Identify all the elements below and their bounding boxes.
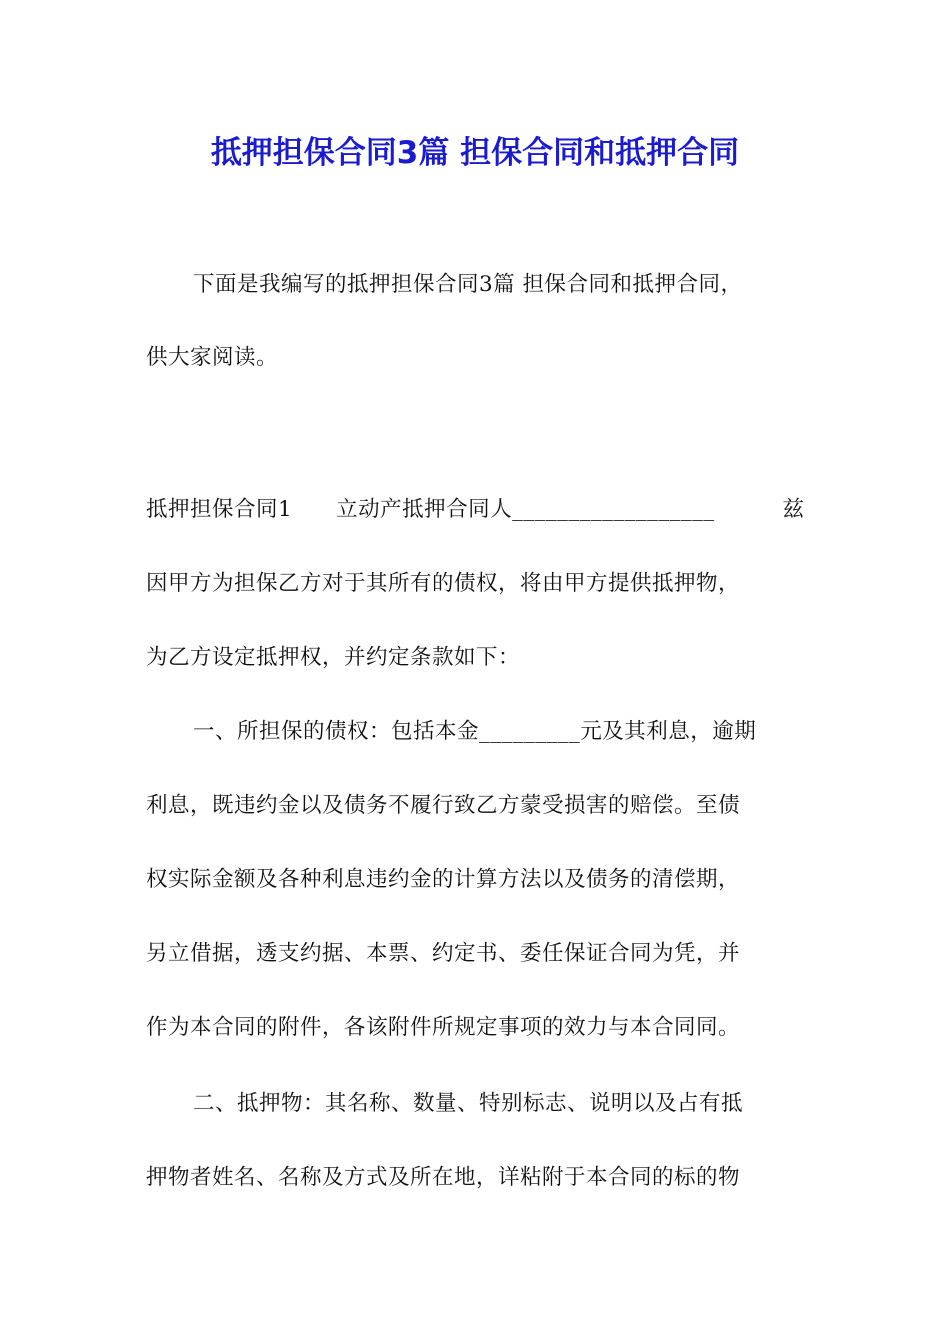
contract-line-2: 为乙方设定抵押权，并约定条款如下： [146, 645, 521, 670]
clause2-line-2: 押物者姓名、名称及方式及所在地，详粘附于本合同的标的物 [146, 1165, 741, 1190]
contract-line-1: 因甲方为担保乙方对于其所有的债权，将由甲方提供抵押物， [146, 571, 741, 596]
contract-heading: 抵押担保合同1 立动产抵押合同人__________________ [146, 497, 715, 522]
clause1-line-4: 另立借据，透支约据、本票、约定书、委任保证合同为凭，并 [146, 941, 741, 966]
clause2-line-1: 二、抵押物：其名称、数量、特别标志、说明以及占有抵 [193, 1091, 744, 1116]
clause1-line-2: 利息，既违约金以及债务不履行致乙方蒙受损害的赔偿。至债 [146, 793, 741, 818]
document-title: 抵押担保合同3篇 担保合同和抵押合同 [210, 135, 740, 171]
clause1-line-1: 一、所担保的债权：包括本金_________元及其利息，逾期 [193, 719, 757, 744]
clause1-line-3: 权实际金额及各种利息违约金的计算方法以及债务的清偿期， [146, 867, 741, 892]
intro-line-1: 下面是我编写的抵押担保合同3篇 担保合同和抵押合同， [193, 272, 743, 297]
intro-line-2: 供大家阅读。 [146, 345, 279, 370]
clause1-line-5: 作为本合同的附件，各该附件所规定事项的效力与本合同同。 [146, 1015, 741, 1040]
contract-heading-end: 兹 [782, 497, 804, 522]
